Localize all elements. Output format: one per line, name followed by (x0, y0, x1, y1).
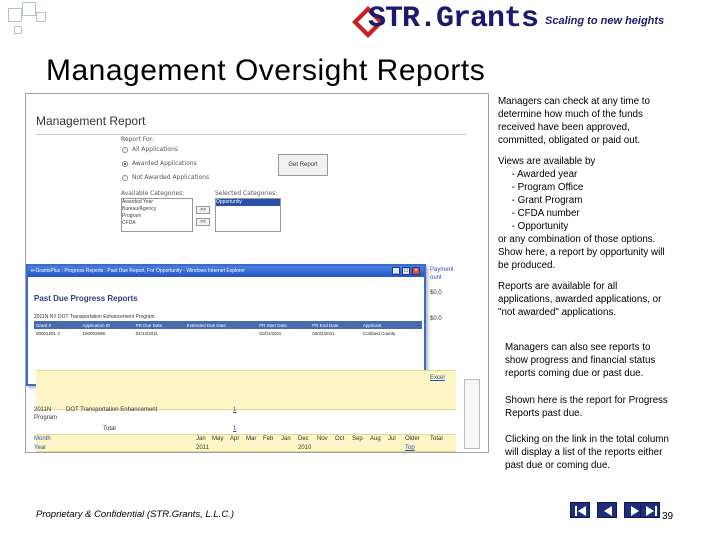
radio-label: Not Awarded Applications (132, 174, 210, 181)
month-column-header: Feb (263, 436, 274, 442)
past-due-popup-window (26, 264, 426, 386)
top-link[interactable]: Top (405, 445, 415, 451)
program-code: 2011N (34, 407, 52, 413)
past-due-subheading: 2011N NY DOT Transportation Enhancement Program (34, 314, 155, 320)
popup-window-title: e-GrantsPlus : Progress Reports : Past Due Report, For Opportunity - Windows Internet Explorer (31, 268, 245, 274)
table-header-row (34, 321, 422, 329)
year-label: Year (34, 445, 47, 451)
footer-confidential: Proprietary & Confidential (STR.Grants, L.L.C.) (36, 509, 234, 520)
month-column-header: Jul (388, 436, 396, 442)
list-item[interactable]: Awarded Year (122, 199, 154, 205)
month-column-header: Oct (335, 436, 345, 442)
column-header[interactable]: Extended Due Date (185, 321, 257, 329)
get-report-button[interactable]: Get Report (278, 154, 328, 176)
column-header[interactable]: PR Start Date (257, 321, 310, 329)
brand-tagline: Scaling to new heights (545, 15, 665, 27)
month-column-header: Nov (317, 436, 328, 442)
column-header[interactable]: Application ID (80, 321, 133, 329)
title-divider (36, 134, 466, 135)
move-right-button[interactable]: >> (196, 206, 210, 214)
available-categories-list[interactable] (121, 198, 193, 232)
month-column-header: Apr (230, 436, 240, 442)
month-column-header: May (212, 436, 224, 442)
available-categories-label: Available Categories: (121, 190, 185, 197)
radio-label: Awarded Applications (132, 160, 197, 167)
amount-header: ount (430, 275, 442, 281)
last-slide-icon[interactable] (640, 502, 660, 518)
total-label: Total (103, 426, 116, 432)
list-item[interactable]: CFDA (122, 220, 136, 226)
month-column-header: Total (430, 436, 443, 442)
table-cell: Cortland County (362, 330, 396, 336)
radio-all-applications[interactable] (122, 147, 128, 153)
decor-square (14, 26, 22, 34)
selected-categories-list[interactable] (215, 198, 281, 232)
paragraph-progress-reports: Managers can also see reports to show progress and financial status reports coming due or past due. (505, 342, 656, 379)
month-column-header: Dec (298, 436, 309, 442)
column-header[interactable]: Applicant (361, 321, 422, 329)
month-column-header: Aug (370, 436, 381, 442)
brand-name: STR.Grants (368, 2, 539, 36)
previous-slide-icon[interactable] (597, 502, 617, 518)
year-2010: 2010 (298, 445, 312, 451)
program-code-label: Program (34, 415, 58, 421)
radio-label: All Applications (132, 146, 178, 153)
month-column-header: Jan (281, 436, 291, 442)
column-header[interactable]: Grant # (34, 321, 80, 329)
month-column-header: Mar (246, 436, 257, 442)
column-header[interactable]: PR End Date (310, 321, 361, 329)
total-count-link[interactable]: 1 (233, 426, 237, 432)
export-excel-link[interactable]: Excel (430, 375, 445, 381)
list-item-selected[interactable]: Opportunity (216, 199, 280, 206)
paragraph-funds-check: Managers can check at any time to determine how much of the funds received have been approved, committed, obligated or paid out. (498, 96, 650, 146)
payment-value: $0.0 (430, 290, 442, 296)
page-number: 39 (662, 511, 674, 522)
paragraph-views: Views are available by - Awarded year - Program Office - Grant Program - CFDA number - Opportunity or any combination of those options. Show here, a report by opportunity will be produced. (498, 156, 665, 271)
list-item[interactable]: Program (122, 213, 142, 219)
table-cell: 03/31/2011 (312, 330, 335, 336)
program-count-link[interactable]: 1 (233, 407, 237, 413)
report-screenshot (25, 93, 489, 453)
program-name: DOT Transportation Enhancement (66, 407, 158, 413)
first-slide-icon[interactable] (570, 502, 590, 518)
radio-awarded-applications[interactable] (122, 161, 128, 167)
year-2011: 2011 (196, 445, 209, 451)
report-for-label: Report For: (121, 136, 155, 143)
popup-titlebar (28, 266, 424, 277)
move-left-button[interactable]: << (196, 218, 210, 226)
decor-square (36, 12, 46, 22)
table-row[interactable] (34, 329, 422, 337)
payment-header: Payment (430, 267, 454, 273)
table-cell: 00001201 3 (36, 330, 60, 336)
program-summary-band (36, 370, 456, 410)
paragraph-total-link: Clicking on the link in the total column will display a list of the reports either past due or coming due. (505, 434, 669, 471)
month-column-header: Sep (352, 436, 363, 442)
table-cell: 100002696 (82, 330, 105, 336)
decor-square (22, 2, 36, 16)
month-label: Month (34, 436, 51, 442)
radio-not-awarded-applications[interactable] (122, 175, 128, 181)
past-due-table (34, 321, 422, 337)
maximize-icon[interactable]: □ (402, 267, 410, 275)
payment-value: $0.0 (430, 316, 442, 322)
table-cell: 01/01/2011 (259, 330, 282, 336)
month-column-header: Jan (196, 436, 206, 442)
table-cell (185, 329, 257, 337)
vertical-scrollbar[interactable] (464, 379, 480, 449)
management-report-title: Management Report (36, 114, 146, 128)
paragraph-past-due-shown: Shown here is the report for Progress Reports past due. (505, 395, 668, 419)
minimize-icon[interactable]: _ (392, 267, 400, 275)
month-column-header: Older (405, 436, 420, 442)
column-header[interactable]: PR Due Date (134, 321, 185, 329)
paragraph-report-types: Reports are available for all applications, awarded applications, or "not awarded" applications. (498, 281, 662, 318)
list-item[interactable]: Bureau/Agency (122, 206, 157, 212)
selected-categories-label: Selected Categories: (215, 190, 278, 197)
past-due-heading: Past Due Progress Reports (34, 294, 138, 303)
decor-square (8, 8, 22, 22)
slide-title: Management Oversight Reports (46, 54, 486, 87)
close-icon[interactable]: × (412, 267, 420, 275)
table-cell: 04/14/2011 (135, 330, 158, 336)
